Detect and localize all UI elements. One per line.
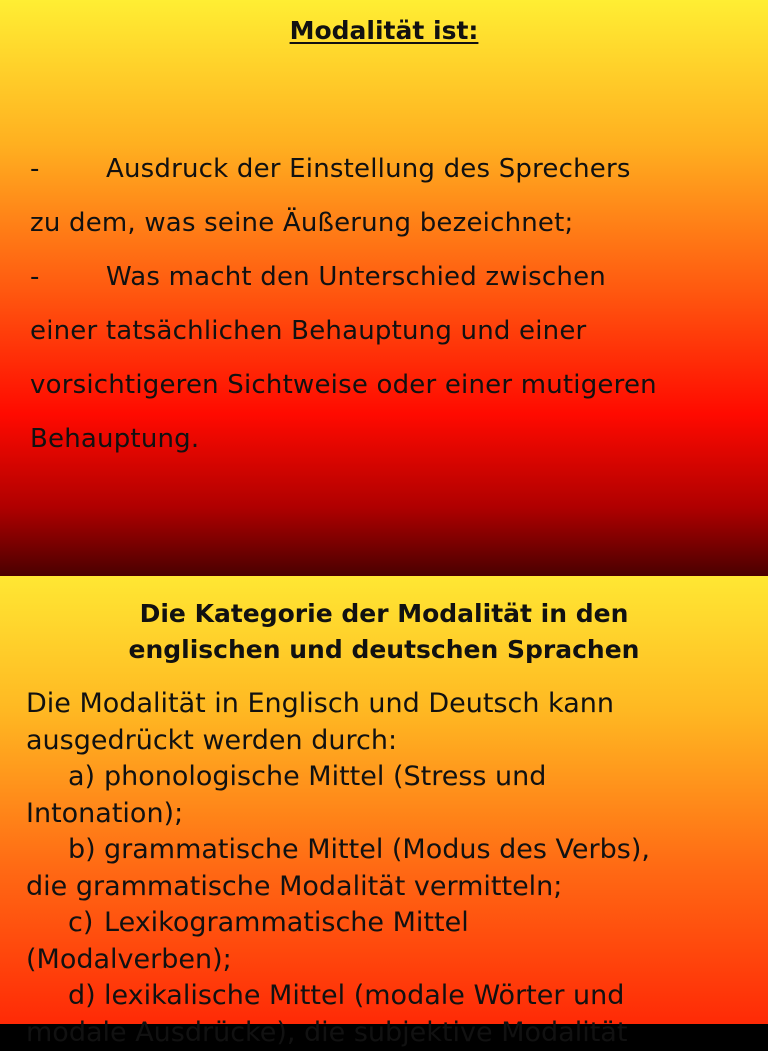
bullet-line: zu dem, was seine Äußerung bezeichnet;	[30, 196, 750, 250]
list-item-text: lexikalische Mittel (modale Wörter und	[104, 980, 624, 1011]
intro-line: ausgedrückt werden durch:	[26, 723, 756, 760]
bullet-line: vorsichtigeren Sichtweise oder einer mutigeren	[30, 358, 750, 412]
bullet-line	[30, 142, 750, 196]
title-line: Die Kategorie der Modalität in den	[0, 596, 768, 632]
list-item-label: b)	[68, 832, 104, 869]
list-item-b	[26, 832, 756, 869]
list-item-label: d)	[68, 978, 104, 1015]
list-item-continuation: die grammatische Modalität vermitteln;	[26, 869, 756, 906]
intro-line: Die Modalität in Englisch und Deutsch kann	[26, 686, 756, 723]
bullet-dash: -	[30, 142, 106, 196]
slide-title	[0, 596, 768, 668]
list-item-label: c)	[68, 905, 104, 942]
list-item-text: Lexikogrammatische Mittel	[104, 907, 469, 938]
slide-title: Modalität ist:	[0, 16, 768, 45]
bullet-line	[30, 250, 750, 304]
list-item-text: phonologische Mittel (Stress und	[104, 761, 546, 792]
slide-kategorie-der-modalitaet	[0, 576, 768, 1024]
bullet-line: einer tatsächlichen Behauptung und einer	[30, 304, 750, 358]
bullet-text: Was macht den Unterschied zwischen	[106, 262, 606, 292]
slide-body	[30, 142, 750, 466]
slide-body	[26, 686, 756, 1051]
list-item-label: a)	[68, 759, 104, 796]
list-item-text: grammatische Mittel (Modus des Verbs),	[104, 834, 650, 865]
list-item-continuation: (Modalverben);	[26, 942, 756, 979]
list-item-a	[26, 759, 756, 796]
list-item-continuation: modale Ausdrücke), die subjektive Modalität	[26, 1015, 756, 1051]
title-line: englischen und deutschen Sprachen	[0, 632, 768, 668]
bullet-text: Ausdruck der Einstellung des Sprechers	[106, 154, 631, 184]
list-item-d	[26, 978, 756, 1015]
list-item-c	[26, 905, 756, 942]
bullet-line: Behauptung.	[30, 412, 750, 466]
bullet-dash: -	[30, 250, 106, 304]
list-item-continuation: Intonation);	[26, 796, 756, 833]
